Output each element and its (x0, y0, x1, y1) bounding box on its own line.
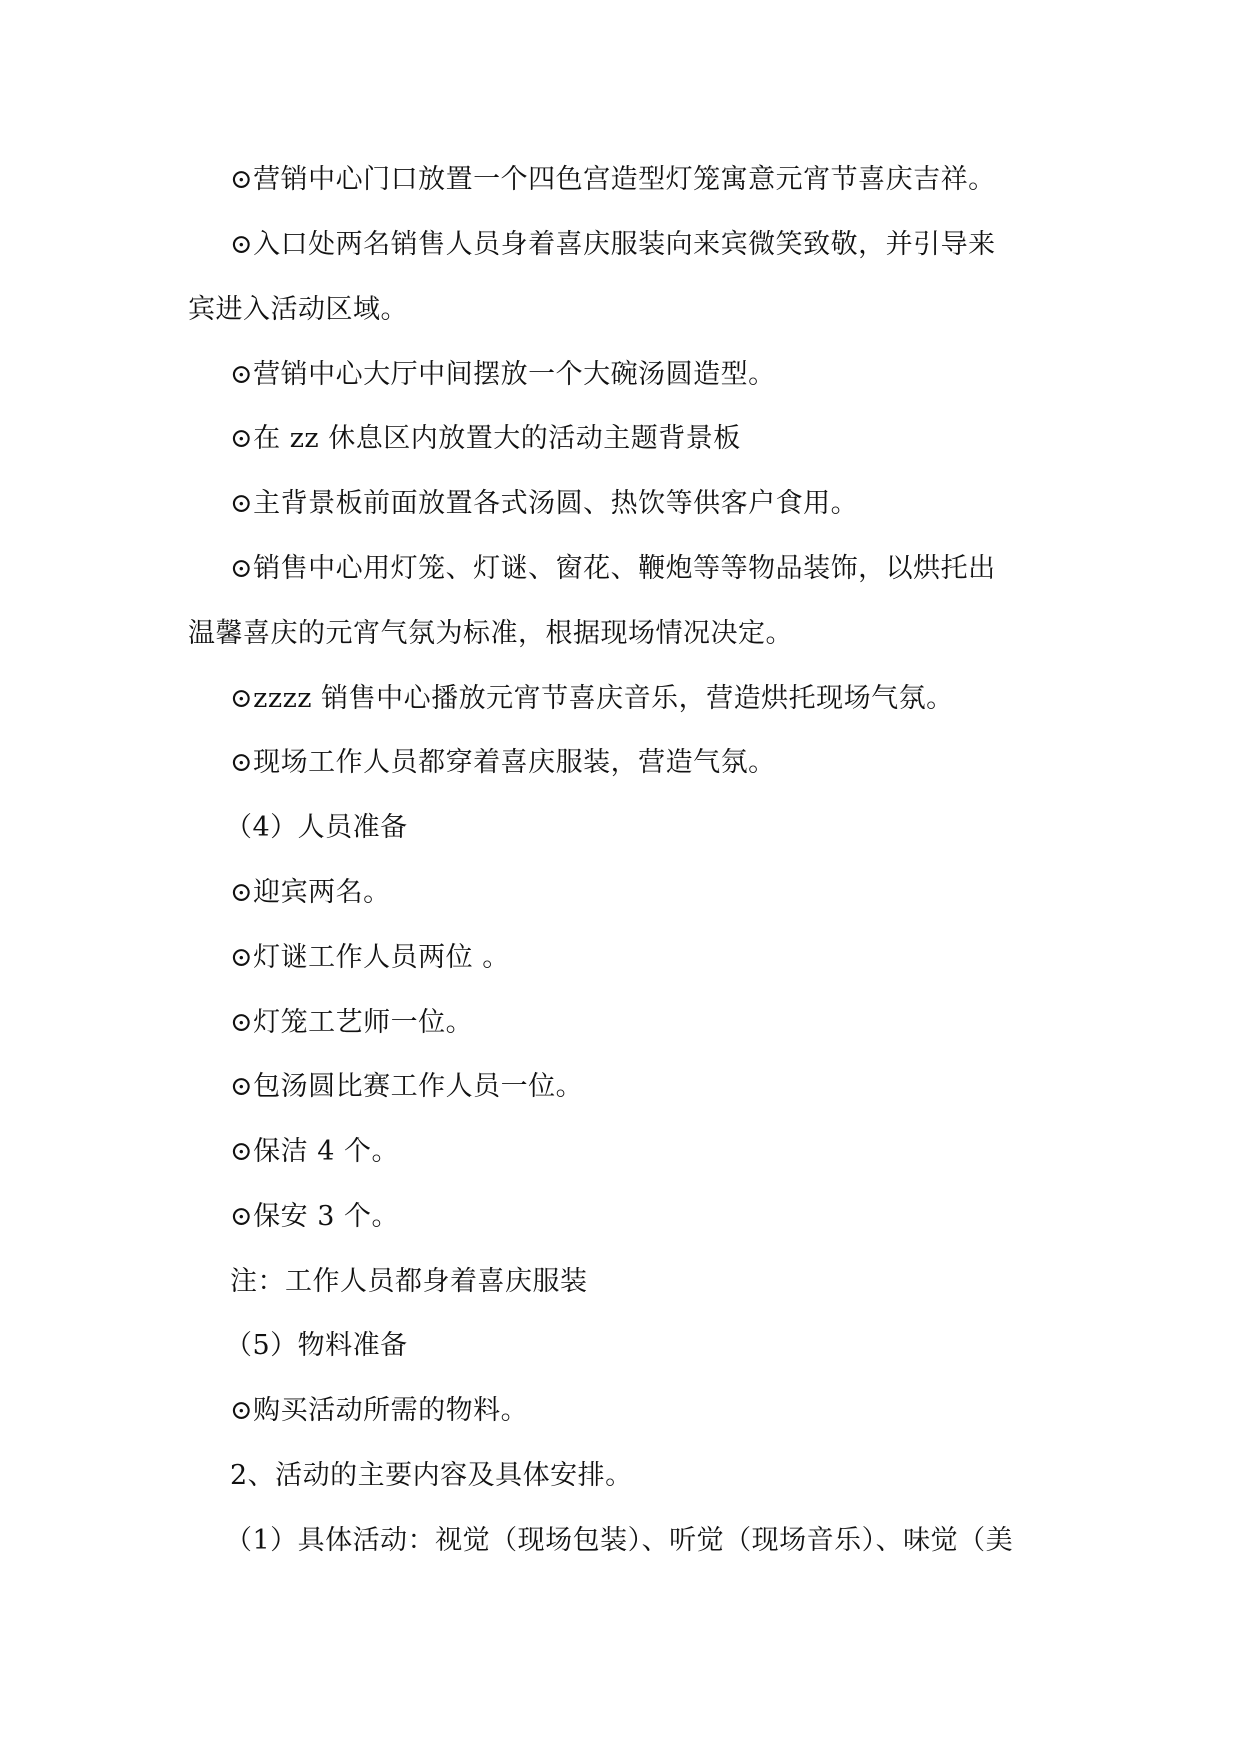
section-heading: （4）人员准备 (225, 812, 408, 843)
paragraph-line: ⊙购买活动所需的物料。 (230, 1395, 529, 1426)
paragraph-line: ⊙迎宾两名。 (230, 877, 391, 908)
paragraph-line: ⊙在 zz 休息区内放置大的活动主题背景板 (230, 423, 741, 454)
section-heading: 2、活动的主要内容及具体安排。 (230, 1460, 633, 1491)
section-heading: （5）物料准备 (225, 1330, 408, 1361)
note-line: 注：工作人员都身着喜庆服装 (230, 1266, 588, 1297)
paragraph-line: 温馨喜庆的元宵气氛为标准，根据现场情况决定。 (188, 618, 793, 649)
paragraph-line: ⊙灯谜工作人员两位 。 (230, 942, 510, 973)
paragraph-line: ⊙主背景板前面放置各式汤圆、热饮等供客户食用。 (230, 488, 859, 519)
paragraph-line: ⊙zzzz 销售中心播放元宵节喜庆音乐，营造烘托现场气氛。 (230, 683, 954, 714)
paragraph-line: ⊙现场工作人员都穿着喜庆服装，营造气氛。 (230, 747, 776, 778)
paragraph-line: ⊙保洁 4 个。 (230, 1136, 399, 1167)
paragraph-line: 宾进入活动区域。 (188, 294, 408, 325)
paragraph-line: ⊙营销中心大厅中间摆放一个大碗汤圆造型。 (230, 359, 776, 390)
paragraph-line: ⊙包汤圆比赛工作人员一位。 (230, 1071, 584, 1102)
paragraph-line: ⊙保安 3 个。 (230, 1201, 399, 1232)
paragraph-line: ⊙营销中心门口放置一个四色宫造型灯笼寓意元宵节喜庆吉祥。 (230, 164, 996, 195)
paragraph-line: ⊙灯笼工艺师一位。 (230, 1007, 474, 1038)
paragraph-line: ⊙销售中心用灯笼、灯谜、窗花、鞭炮等等物品装饰，以烘托出 (230, 553, 996, 584)
paragraph-line: （1）具体活动：视觉（现场包装）、听觉（现场音乐）、味觉（美 (225, 1525, 1014, 1556)
paragraph-line: ⊙入口处两名销售人员身着喜庆服装向来宾微笑致敬，并引导来 (230, 229, 996, 260)
